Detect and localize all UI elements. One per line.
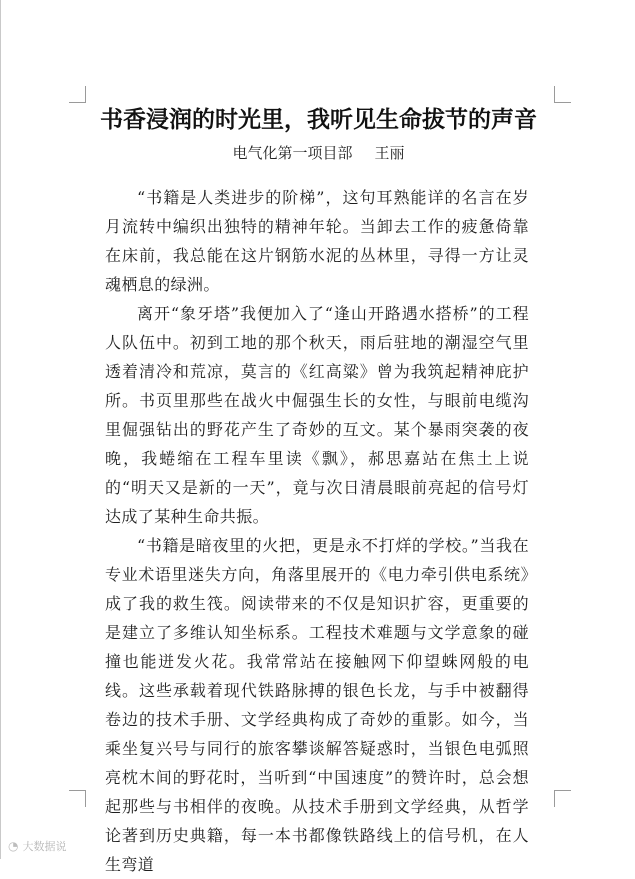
margin-corner-mark xyxy=(554,86,571,103)
body-paragraph: 离开“象牙塔”我便加入了“逢山开路遇水搭桥”的工程人队伍中。初到工地的那个秋天，雨后驻地的潮湿空气里透着清冷和荒凉，莫言的《红高粱》曾为我筑起精神庇护所。书页里那些在战火中倔强生长的女性，与眼前电缆沟里倔强钻出的野花产生了奇妙的互文。某个暴雨突袭的夜晚，我蜷缩在工程车里读《飘》，郝思嘉站在焦土上说的“明天又是新的一天”，竟与次日清晨眼前亮起的信号灯达成了某种生命共振。 xyxy=(105,304,529,526)
margin-corner-mark xyxy=(69,86,86,103)
article-byline xyxy=(81,143,556,163)
watermark-text: 大数据说 xyxy=(22,840,67,853)
margin-corner-mark xyxy=(554,790,571,807)
margin-corner-mark xyxy=(69,790,86,807)
weibo-icon: ◔ xyxy=(8,839,19,853)
author-department: 电气化第一项目部 xyxy=(232,144,353,162)
source-watermark xyxy=(8,838,66,854)
article-title: 书香浸润的时光里，我听见生命拔节的声音 xyxy=(100,106,537,133)
body-paragraph: “书籍是暗夜里的火把，更是永不打烊的学校。”当我在专业术语里迷失方向，角落里展开的《电力牵引供电系统》成了我的救生筏。阅读带来的不仅是知识扩容，更重要的是建立了多维认知坐标系。工程技术难题与文学意象的碰撞也能迸发火花。我常常站在接触网下仰望蛛网般的电线。这些承载着现代铁路脉搏的银色长龙，与手中被翻得卷边的技术手册、文学经典构成了奇妙的重影。如今，当乘坐复兴号与同行的旅客攀谈解答疑惑时，当银色电弧照亮枕木间的野花时，当听到“中国速度”的赞许时，总会想起那些与书相伴的夜晚。从技术手册到文学经典，从哲学论著到历史典籍，每一本书都像铁路线上的信号机，在人生弯道 xyxy=(105,536,529,874)
author-name: 王丽 xyxy=(374,144,405,162)
article-body xyxy=(105,183,529,879)
body-paragraph: “书籍是人类进步的阶梯”，这句耳熟能详的名言在岁月流转中编织出独特的精神年轮。当卸去工作的疲惫倚靠在床前，我总能在这片钢筋水泥的丛林里，寻得一方让灵魂栖息的绿洲。 xyxy=(105,188,529,294)
